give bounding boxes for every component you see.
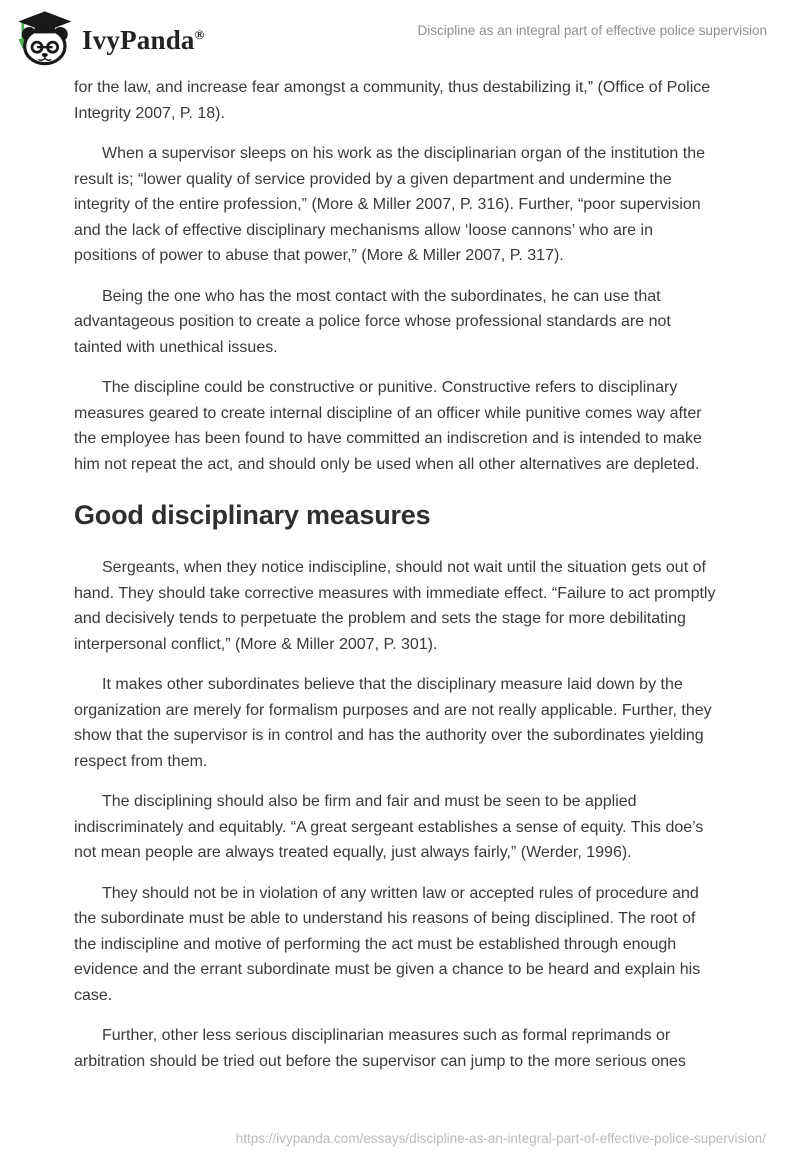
registered-trademark-symbol: ® [194,27,205,42]
paragraph: for the law, and increase fear amongst a community, thus destabilizing it,” (Office of Police Integrity 2007, P. 18). [74,79,711,122]
brand-name-text: IvyPanda [82,25,195,55]
section-heading: Good disciplinary measures [74,500,431,530]
paragraph: Sergeants, when they notice indiscipline, should not wait until the situation gets out of hand. They should take corrective measures with immediate effect. “Failure to act promptly and decisively tends to perpetuate the problem and sets the stage for more debilitating interpersonal conflict,” (More & Miller 2007, P. 301). [74,559,716,653]
ivypanda-brand [10,8,205,67]
paragraph: The discipline could be constructive or punitive. Constructive refers to disciplinary measures geared to create internal discipline of an officer while punitive comes way after the employee has been found to have committed an indiscretion and is intended to make him not repeat the act, and should only be used when all other alternatives are depleted. [74,379,702,473]
source-url: https://ivypanda.com/essays/discipline-as-an-integral-part-of-effective-police-supervision/ [235,1131,766,1146]
paragraph: Being the one who has the most contact with the subordinates, he can use that advantageous position to create a police force whose professional standards are not tainted with unethical issues. [74,287,671,356]
document-body [0,62,800,1074]
page-header [0,0,800,62]
page-footer [236,1130,766,1148]
paragraph: They should not be in violation of any written law or accepted rules of procedure and the subordinate must be able to understand his reasons of being disciplined. The root of the indiscipline and motive of performing the act must be established through enough evidence and the errant subordinate must be given a chance to be heard and explain his case. [74,884,701,1004]
ivypanda-logo-icon [10,10,76,66]
paragraph: When a supervisor sleeps on his work as the disciplinarian organ of the institution the result is; “lower quality of service provided by a given department and undermine the integrity of the entire profession,” (More & Miller 2007, P. 316). Further, “poor supervision and the lack of effective disciplinary mechanisms allow ‘loose cannons’ who are in positions of power to abuse that power,” (More & Miller 2007, P. 317). [74,145,705,264]
brand-wordmark [82,8,205,67]
paragraph: The disciplining should also be firm and fair and must be seen to be applied indiscriminately and equitably. “A great sergeant establishes a sense of equity. This doe’s not mean people are always treated equally, just always fairly,” (Werder, 1996). [74,793,704,861]
document-title: Discipline as an integral part of effective police supervision [417,23,767,38]
paragraph: It makes other subordinates believe that the disciplinary measure laid down by the organization are merely for formalism purposes and are not really applicable. Further, they show that the supervisor is in control and has the authority over the subordinates yielding respect from them. [74,676,712,770]
paragraph: Further, other less serious disciplinarian measures such as formal reprimands or arbitration should be tried out before the supervisor can jump to the more serious ones [74,1027,686,1070]
